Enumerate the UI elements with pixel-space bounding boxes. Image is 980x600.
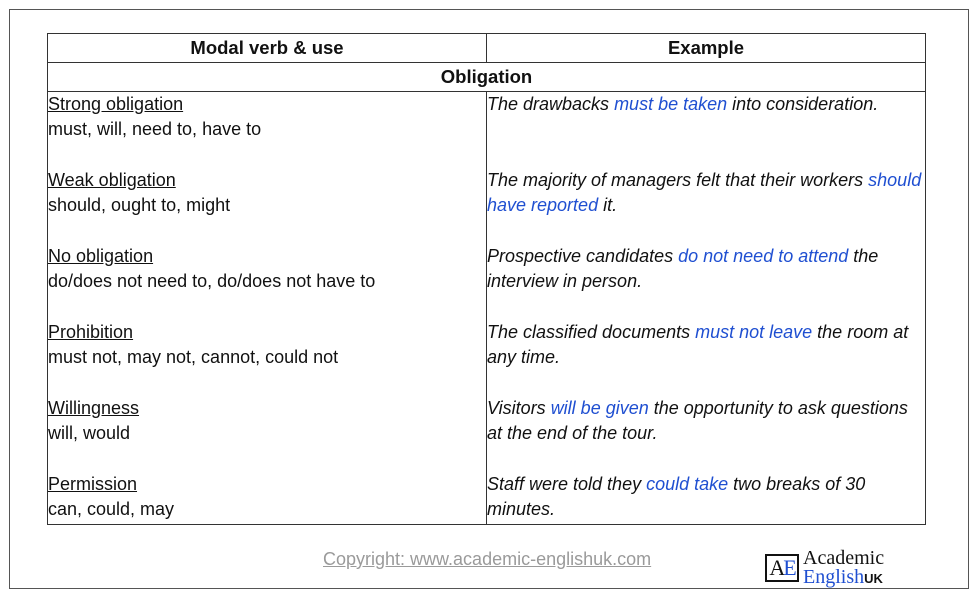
logo-text-academic: Academic <box>803 547 885 569</box>
example-sentence <box>487 244 925 320</box>
example-text: the room at any time. <box>487 322 909 367</box>
modal-use-term: No obligation <box>48 246 154 266</box>
highlighted-modal-phrase: must be taken <box>614 94 728 114</box>
example-text: the opportunity to ask questions at the end of the tour. <box>487 398 908 443</box>
modal-verbs-list: can, could, may <box>48 499 175 519</box>
example-text: Prospective candidates <box>487 246 679 266</box>
modal-verbs-list: must, will, need to, have to <box>48 119 262 139</box>
modal-entry <box>48 396 486 472</box>
example-text: Visitors <box>487 398 551 418</box>
example-text: The majority of managers felt that their workers <box>487 170 869 190</box>
example-text: The drawbacks <box>487 94 615 114</box>
example-text: the interview in person. <box>487 246 879 291</box>
example-column <box>487 92 926 525</box>
column-header-example: Example <box>487 34 926 63</box>
column-header-modal-verb: Modal verb & use <box>48 34 487 63</box>
ae-logo-mark: AE <box>765 554 799 582</box>
logo-text-english: EnglishUK <box>803 566 883 588</box>
modal-use-term: Prohibition <box>48 322 134 342</box>
example-sentence <box>487 320 925 396</box>
example-sentence <box>487 472 925 524</box>
highlighted-modal-phrase: must not leave <box>695 322 813 342</box>
modal-use-term: Weak obligation <box>48 170 176 190</box>
modal-use-term: Willingness <box>48 398 140 418</box>
modal-entry <box>48 244 486 320</box>
modal-use-term: Permission <box>48 474 138 494</box>
document-frame <box>9 9 969 589</box>
academic-english-uk-logo <box>765 548 900 588</box>
section-title: Obligation <box>48 63 926 92</box>
example-text: two breaks of 30 minutes. <box>487 474 866 519</box>
table-body-row <box>48 92 926 525</box>
modal-entry <box>48 168 486 244</box>
example-sentence <box>487 396 925 472</box>
modal-verbs-list: should, ought to, might <box>48 195 231 215</box>
modal-use-term: Strong obligation <box>48 94 184 114</box>
modal-entry <box>48 92 486 168</box>
example-text: Staff were told they <box>487 474 647 494</box>
modal-entry <box>48 472 486 524</box>
example-text: The classified documents <box>487 322 696 342</box>
highlighted-modal-phrase: will be given <box>550 398 649 418</box>
highlighted-modal-phrase: could take <box>646 474 729 494</box>
example-sentence <box>487 92 925 168</box>
modal-verbs-table <box>47 33 926 525</box>
modal-verbs-list: will, would <box>48 423 131 443</box>
example-text: it. <box>598 195 618 215</box>
modal-verbs-list: do/does not need to, do/does not have to <box>48 271 376 291</box>
modal-verb-column <box>48 92 487 525</box>
copyright-link[interactable]: Copyright: www.academic-englishuk.com <box>323 549 652 569</box>
example-text: into consideration. <box>727 94 879 114</box>
modal-entry <box>48 320 486 396</box>
highlighted-modal-phrase: should have reported <box>487 170 922 215</box>
table-header-row <box>48 34 926 63</box>
logo-text-uk: UK <box>864 571 883 586</box>
highlighted-modal-phrase: do not need to attend <box>678 246 849 266</box>
modal-verbs-list: must not, may not, cannot, could not <box>48 347 339 367</box>
example-sentence <box>487 168 925 244</box>
section-row <box>48 63 926 92</box>
